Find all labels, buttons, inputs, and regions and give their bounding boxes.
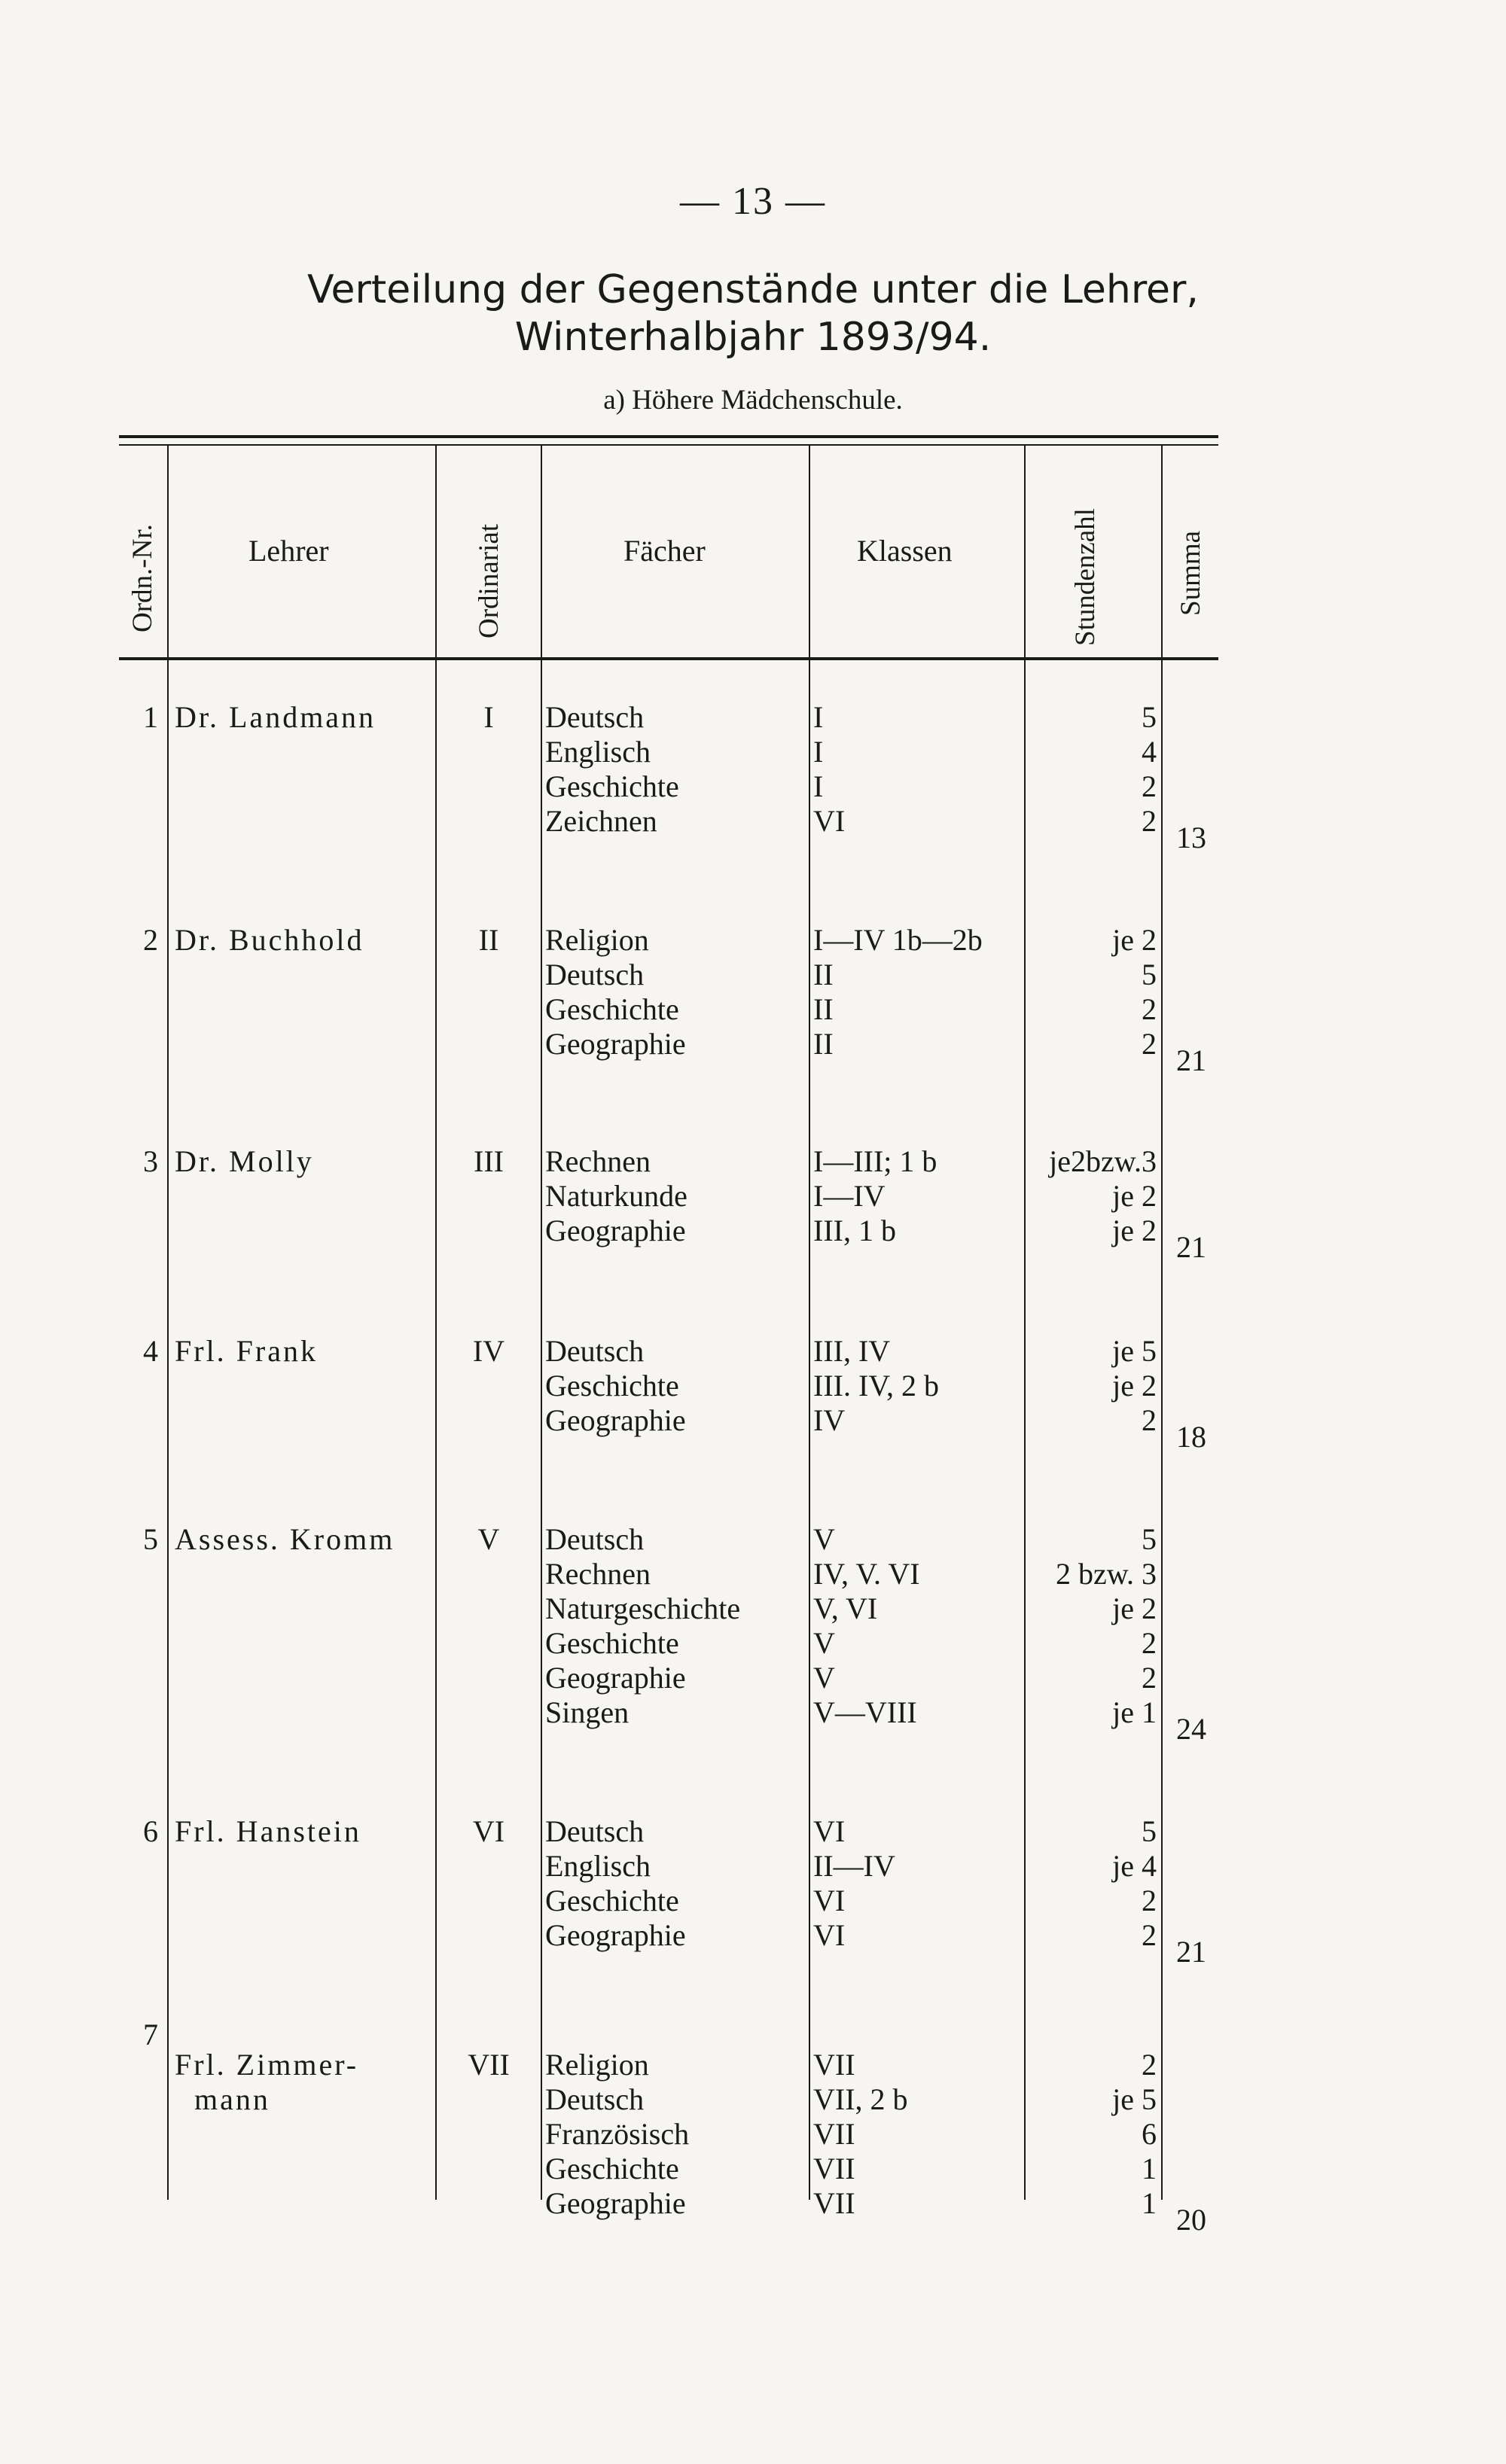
class-range: VI: [813, 804, 846, 838]
hours: je 1: [1112, 1695, 1157, 1729]
subject: Singen: [545, 1695, 630, 1729]
header-stundenzahl: Stundenzahl: [1070, 508, 1101, 646]
subject: Geschichte: [545, 1626, 679, 1660]
header-lehrer: Lehrer: [248, 534, 329, 568]
teacher-name: Dr. Buchhold: [175, 923, 364, 957]
hours: 2: [1142, 769, 1157, 803]
class-range: VII: [813, 2048, 855, 2082]
class-range: III, 1 b: [813, 1214, 896, 1247]
hours: 5: [1142, 700, 1157, 734]
col-divider-6: [1161, 446, 1163, 2200]
class-range: I—IV 1b—2b: [813, 923, 983, 957]
class-range: V, VI: [813, 1591, 878, 1625]
class-range: VII: [813, 2117, 855, 2151]
subject: Geographie: [545, 1027, 686, 1061]
teacher-name: Dr. Landmann: [175, 700, 376, 734]
summa: 18: [1176, 1420, 1206, 1454]
summa: 21: [1176, 1935, 1206, 1969]
class-range: VI: [813, 1918, 846, 1952]
teacher-name-line-2: mann: [194, 2082, 270, 2116]
class-range: IV: [813, 1403, 846, 1437]
class-range: VII: [813, 2152, 855, 2185]
class-range: VI: [813, 1884, 846, 1917]
class-range: II—IV: [813, 1849, 895, 1883]
class-range: VI: [813, 1814, 846, 1848]
class-range: I—IV: [813, 1179, 886, 1213]
hours: 2: [1142, 1661, 1157, 1695]
class-range: III, IV: [813, 1334, 891, 1368]
hours: 4: [1142, 735, 1157, 769]
summa: 21: [1176, 1043, 1206, 1077]
hours: je 2: [1112, 1369, 1157, 1403]
col-divider-3: [541, 446, 542, 2200]
teacher-name: Assess. Kromm: [175, 1522, 395, 1556]
col-divider-1: [167, 446, 169, 2200]
subject: Geschichte: [545, 1369, 679, 1403]
subject: Rechnen: [545, 1557, 651, 1591]
hours: 2: [1142, 1027, 1157, 1061]
section-heading: a) Höhere Mädchenschule.: [603, 385, 903, 416]
teacher-nr: 7: [143, 2018, 158, 2051]
class-range: IV, V. VI: [813, 1557, 920, 1591]
teacher-ordinariat: V: [477, 1522, 500, 1556]
class-range: VII, 2 b: [813, 2082, 908, 2116]
teacher-ordinariat: III: [474, 1144, 504, 1178]
teacher-ordinariat: I: [483, 700, 494, 734]
col-divider-2: [435, 446, 437, 2200]
class-range: I: [813, 735, 824, 769]
teacher-name: Dr. Molly: [175, 1144, 314, 1178]
header-klassen: Klassen: [857, 534, 953, 568]
subject: Deutsch: [545, 958, 645, 991]
teacher-name-line-1: Frl. Zimmer-: [175, 2048, 359, 2082]
header-bottom-rule: [119, 657, 1218, 660]
subject: Naturgeschichte: [545, 1591, 741, 1625]
hours: je 2: [1112, 1591, 1157, 1625]
hours: je 5: [1112, 2082, 1157, 2116]
class-range: V: [813, 1626, 835, 1660]
table-top-rule: [119, 435, 1218, 438]
class-range: I: [813, 769, 824, 803]
hours: 2: [1142, 1403, 1157, 1437]
subject: Deutsch: [545, 1334, 645, 1368]
teacher-name: Frl. Hanstein: [175, 1814, 361, 1848]
hours: je 4: [1112, 1849, 1157, 1883]
class-range: I—III; 1 b: [813, 1144, 937, 1178]
hours: 5: [1142, 1522, 1157, 1556]
hours: 1: [1142, 2186, 1157, 2220]
class-range: V: [813, 1522, 835, 1556]
class-range: II: [813, 1027, 834, 1061]
header-ordinariat: Ordinariat: [474, 523, 505, 638]
class-range: I: [813, 700, 824, 734]
subject: Englisch: [545, 735, 651, 769]
subject: Geographie: [545, 1918, 686, 1952]
header-summa: Summa: [1175, 530, 1206, 616]
hours: 2: [1142, 804, 1157, 838]
summa: 20: [1176, 2203, 1206, 2237]
subject: Religion: [545, 923, 649, 957]
title-line-2: Winterhalbjahr 1893/94.: [514, 315, 992, 360]
hours: je 2: [1112, 1214, 1157, 1247]
subject: Deutsch: [545, 1814, 645, 1848]
hours: 1: [1142, 2152, 1157, 2185]
subject: Deutsch: [545, 2082, 645, 2116]
hours: 2: [1142, 992, 1157, 1026]
teacher-nr: 3: [143, 1144, 158, 1178]
subject: Religion: [545, 2048, 649, 2082]
summa: 13: [1176, 821, 1206, 854]
subject: Geographie: [545, 2186, 686, 2220]
subject: Geschichte: [545, 992, 679, 1026]
hours: 2: [1142, 1884, 1157, 1917]
class-range: V: [813, 1661, 835, 1695]
hours: je2bzw.3: [1049, 1144, 1157, 1178]
subject: Geographie: [545, 1661, 686, 1695]
teacher-nr: 4: [143, 1334, 158, 1368]
teacher-nr: 2: [143, 923, 158, 957]
teacher-nr: 1: [143, 700, 158, 734]
subject: Deutsch: [545, 700, 645, 734]
subject: Französisch: [545, 2117, 690, 2151]
teacher-name: Frl. Frank: [175, 1334, 318, 1368]
header-faecher: Fächer: [623, 534, 706, 568]
class-range: V—VIII: [813, 1695, 917, 1729]
subject: Zeichnen: [545, 804, 657, 838]
subject: Naturkunde: [545, 1179, 687, 1213]
teacher-nr: 5: [143, 1522, 158, 1556]
table-top-rule-2: [119, 444, 1218, 446]
subject: Geschichte: [545, 1884, 679, 1917]
class-range: III. IV, 2 b: [813, 1369, 940, 1403]
page-number: — 13 —: [680, 180, 826, 223]
summa: 24: [1176, 1712, 1206, 1746]
teacher-ordinariat: IV: [472, 1334, 505, 1368]
summa: 21: [1176, 1230, 1206, 1264]
hours: 2: [1142, 1918, 1157, 1952]
subject: Englisch: [545, 1849, 651, 1883]
title-line-1: Verteilung der Gegenstände unter die Lehrer,: [307, 267, 1199, 312]
hours: 6: [1142, 2117, 1157, 2151]
hours: je 2: [1112, 923, 1157, 957]
subject: Geschichte: [545, 2152, 679, 2185]
header-nr: Ordn.-Nr.: [127, 524, 158, 632]
subject: Geschichte: [545, 769, 679, 803]
subject: Geographie: [545, 1403, 686, 1437]
teacher-ordinariat: II: [478, 923, 499, 957]
class-range: II: [813, 958, 834, 991]
hours: 2: [1142, 1626, 1157, 1660]
hours: je 5: [1112, 1334, 1157, 1368]
subject: Deutsch: [545, 1522, 645, 1556]
class-range: II: [813, 992, 834, 1026]
subject: Geographie: [545, 1214, 686, 1247]
hours: 2: [1142, 2048, 1157, 2082]
hours: 5: [1142, 958, 1157, 991]
subject: Rechnen: [545, 1144, 651, 1178]
teacher-nr: 6: [143, 1814, 158, 1848]
hours: 5: [1142, 1814, 1157, 1848]
hours: je 2: [1112, 1179, 1157, 1213]
col-divider-4: [809, 446, 810, 2200]
teacher-ordinariat: VI: [472, 1814, 505, 1848]
hours: 2 bzw. 3: [1055, 1557, 1157, 1591]
teacher-ordinariat: VII: [468, 2048, 510, 2082]
class-range: VII: [813, 2186, 855, 2220]
